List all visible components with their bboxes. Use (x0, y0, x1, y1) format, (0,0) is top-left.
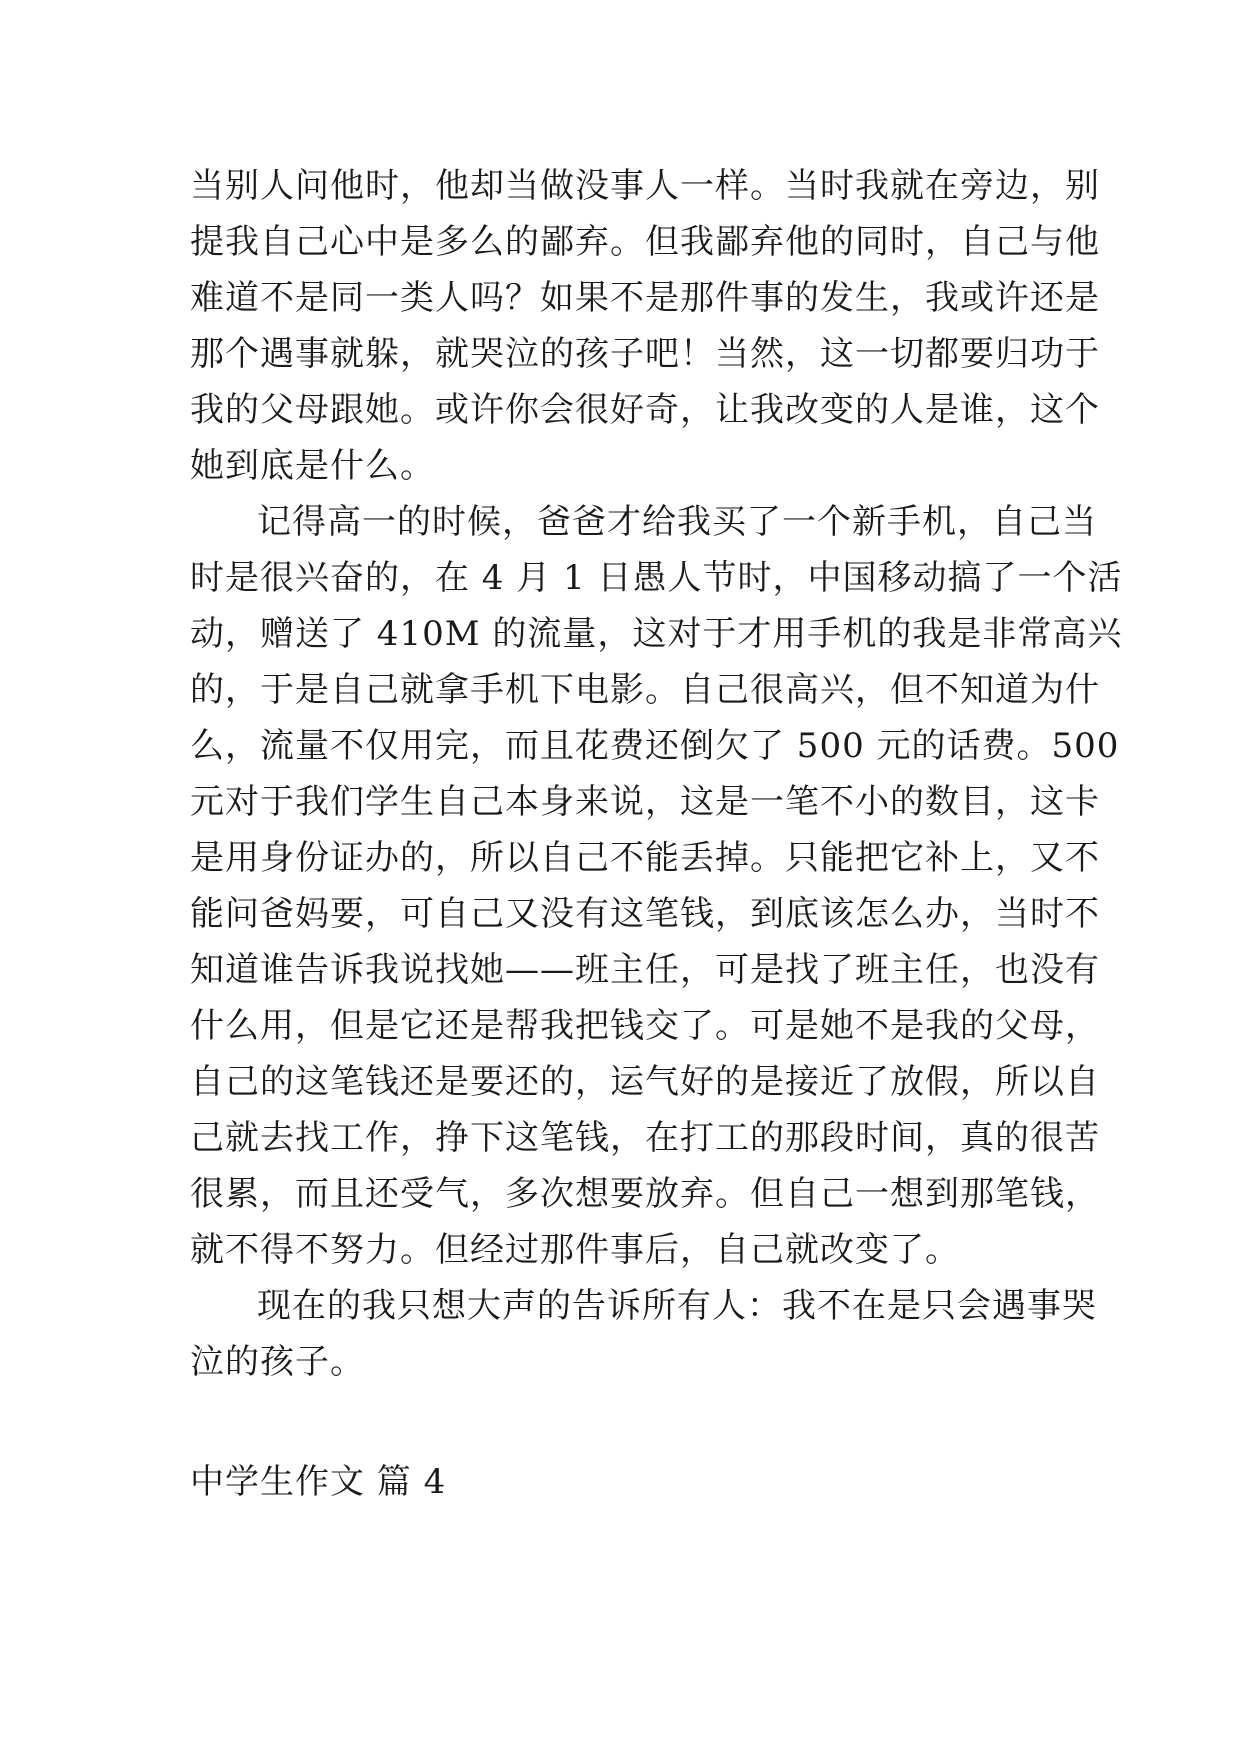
text-line: 提我自己心中是多么的鄙弃。但我鄙弃他的同时，自己与他 (190, 222, 1100, 262)
text-line: 元对于我们学生自己本身来说，这是一笔不小的数目，这卡 (190, 782, 1100, 822)
text-line: 那个遇事就躲，就哭泣的孩子吧！当然，这一切都要归功于 (190, 334, 1100, 374)
paragraph-first-line: 记得高一的时候，爸爸才给我买了一个新手机，自己当 (257, 502, 1097, 542)
text-line: 很累，而且还受气，多次想要放弃。但自己一想到那笔钱， (190, 1174, 1100, 1214)
section-heading: 中学生作文 篇 4 (190, 1462, 447, 1502)
text-line: 难道不是同一类人吗？如果不是那件事的发生，我或许还是 (190, 278, 1100, 318)
text-line: 就不得不努力。但经过那件事后，自己就改变了。 (190, 1230, 960, 1270)
text-line: 当别人问他时，他却当做没事人一样。当时我就在旁边，别 (190, 166, 1100, 206)
paragraph-first-line: 现在的我只想大声的告诉所有人：我不在是只会遇事哭 (257, 1286, 1097, 1326)
text-line: 我的父母跟她。或许你会很好奇，让我改变的人是谁，这个 (190, 390, 1100, 430)
text-line: 动，赠送了 410M 的流量，这对于才用手机的我是非常高兴 (190, 614, 1123, 654)
text-line: 自己的这笔钱还是要还的，运气好的是接近了放假，所以自 (190, 1062, 1100, 1102)
text-line: 什么用，但是它还是帮我把钱交了。可是她不是我的父母， (190, 1006, 1100, 1046)
text-line: 泣的孩子。 (190, 1342, 365, 1382)
text-line: 己就去找工作，挣下这笔钱，在打工的那段时间，真的很苦 (190, 1118, 1100, 1158)
text-line: 她到底是什么。 (190, 446, 435, 486)
text-line: 知道谁告诉我说找她——班主任，可是找了班主任，也没有 (190, 950, 1100, 990)
text-line: 是用身份证办的，所以自己不能丢掉。只能把它补上，又不 (190, 838, 1100, 878)
text-line: 么，流量不仅用完，而且花费还倒欠了 500 元的话费。500 (190, 726, 1120, 766)
text-line: 能问爸妈要，可自己又没有这笔钱，到底该怎么办，当时不 (190, 894, 1100, 934)
text-line: 时是很兴奋的，在 4 月 1 日愚人节时，中国移动搞了一个活 (190, 558, 1123, 598)
text-line: 的，于是自己就拿手机下电影。自己很高兴，但不知道为什 (190, 670, 1100, 710)
